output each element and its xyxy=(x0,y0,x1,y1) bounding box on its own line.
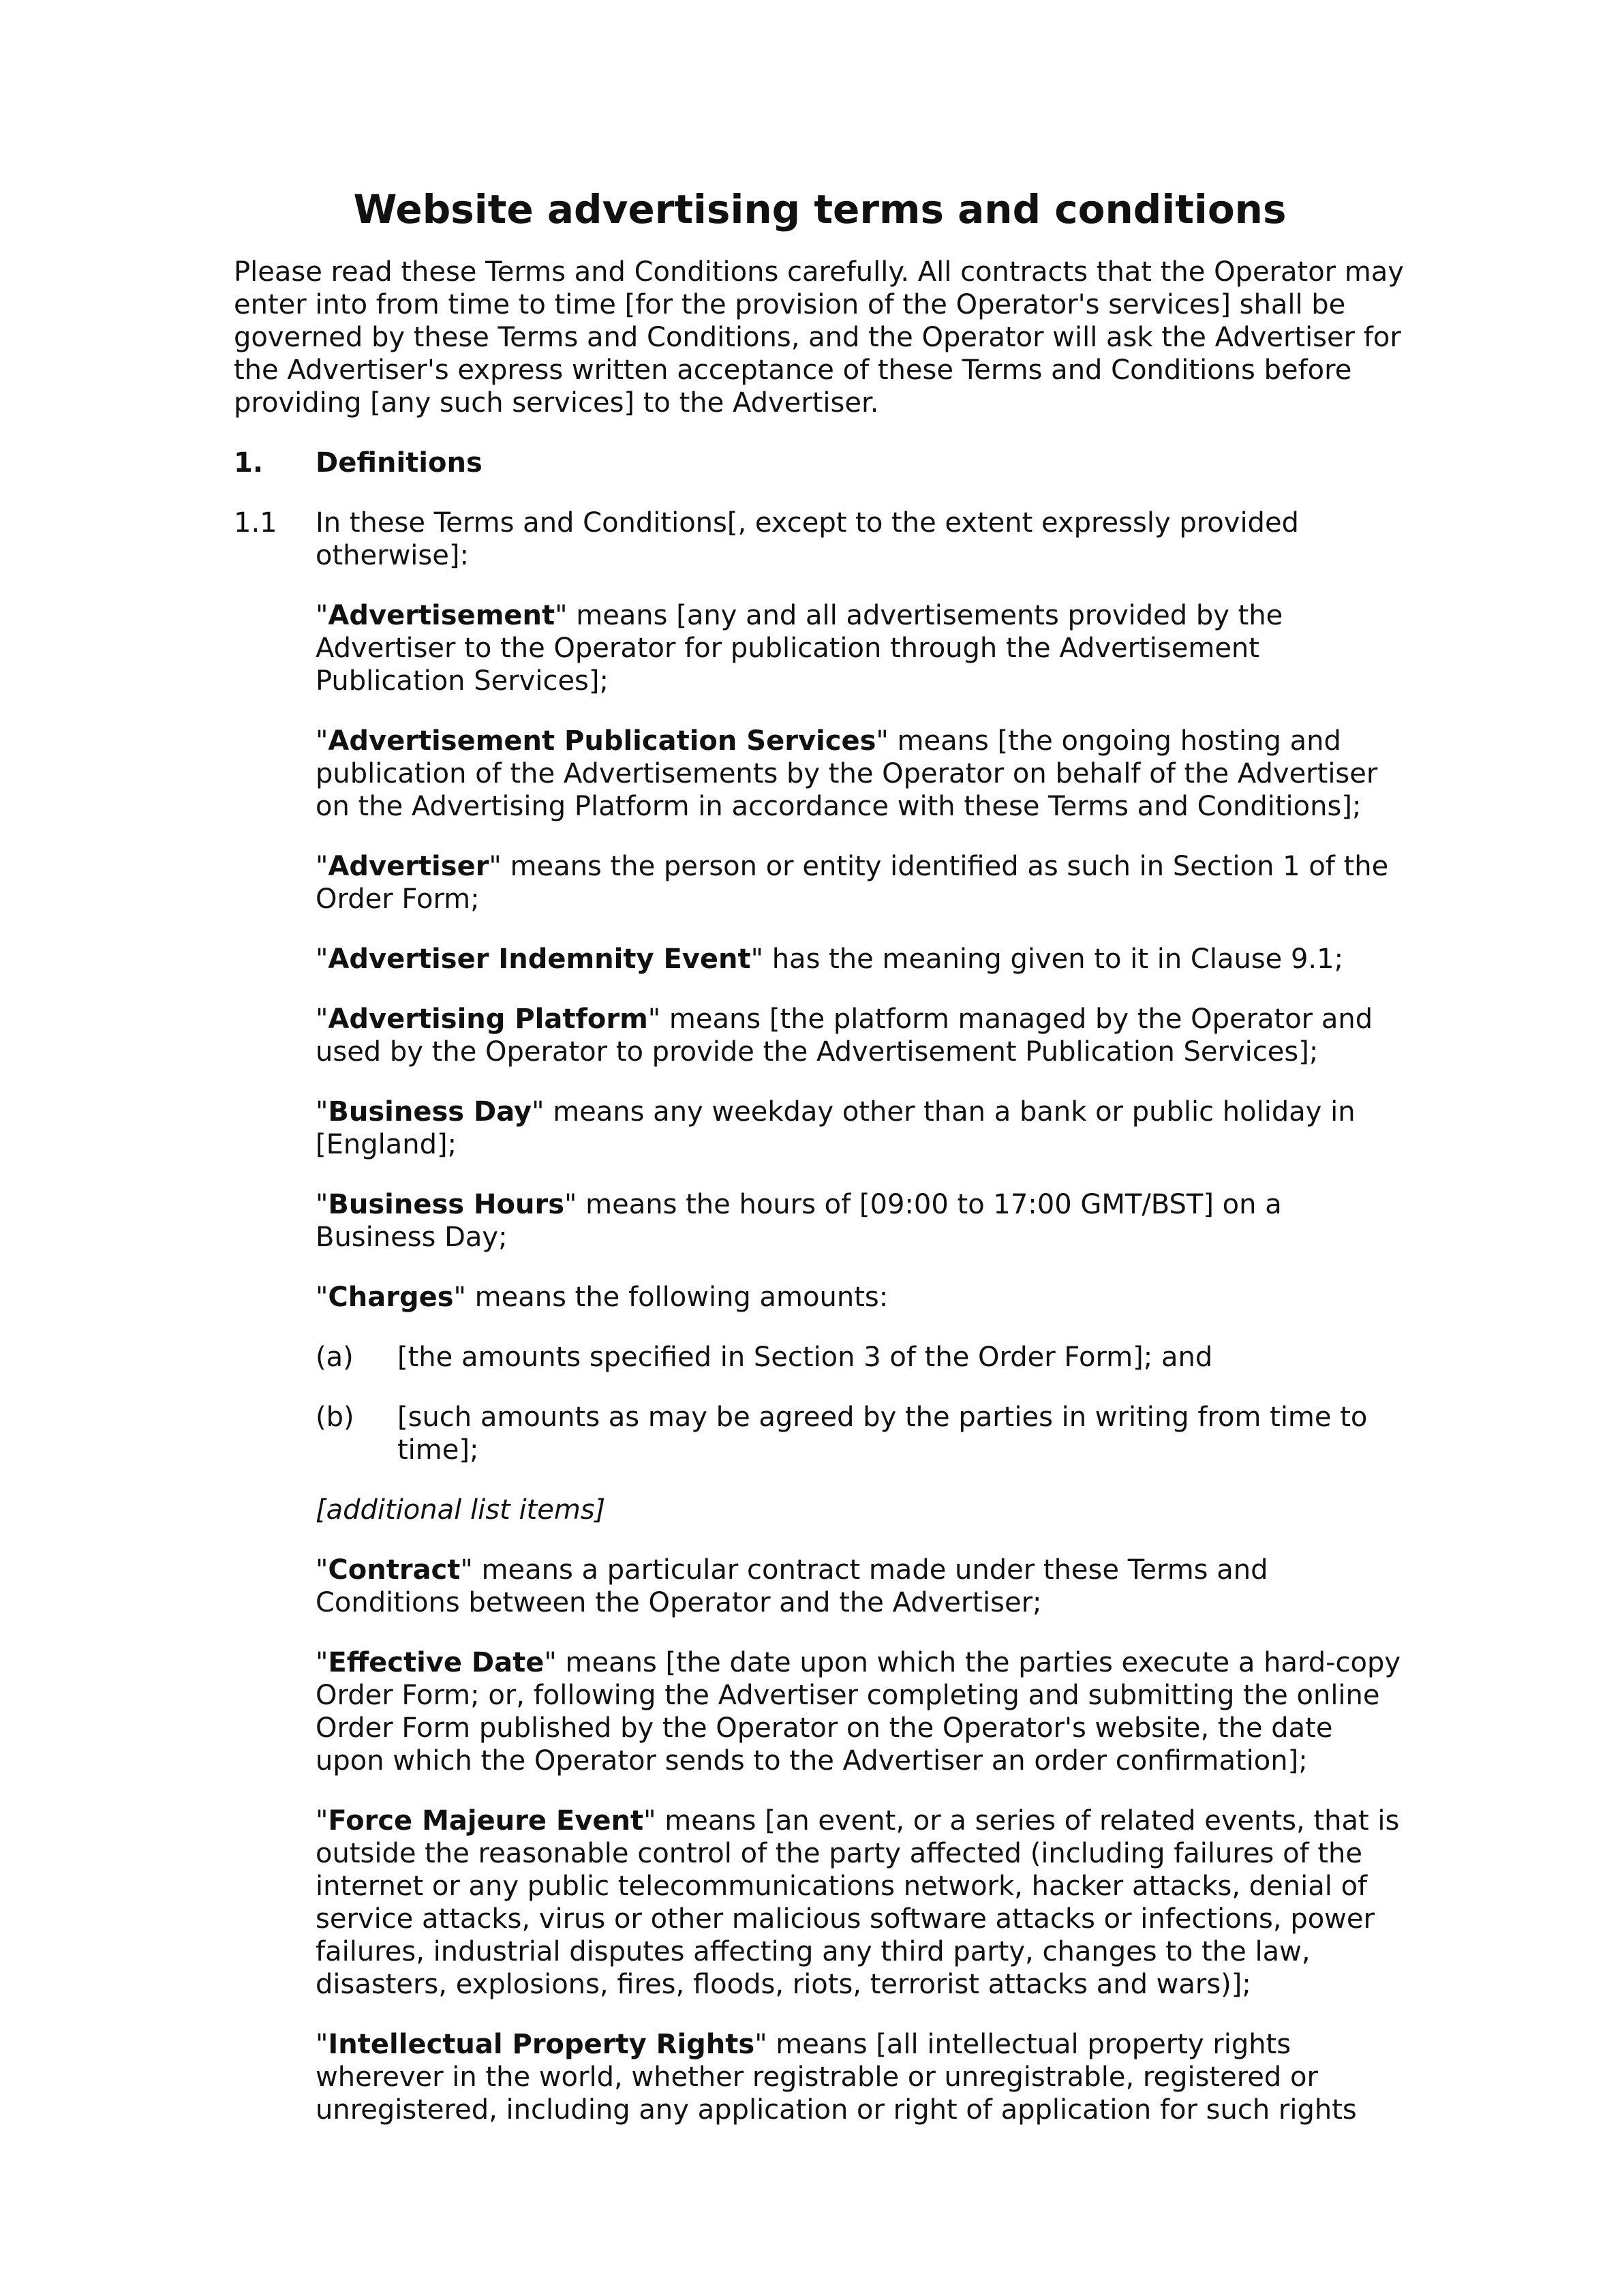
document-page xyxy=(234,184,1406,2154)
clause-number: 1.1 xyxy=(234,507,277,539)
section-heading-definitions xyxy=(234,447,1406,479)
definition-text: " means [all intellectual property rights wherever in the world, whether registrable or unregistrable, registered or unregistered, including any application or right of application for such rights xyxy=(316,2029,1357,2126)
definition-term: Intellectual Property Rights xyxy=(328,2029,755,2061)
definition-term: Force Majeure Event xyxy=(328,1805,644,1837)
charges-list xyxy=(234,1341,1406,1466)
charges-item xyxy=(316,1341,1406,1374)
definition-advertisement-publication-services: "Advertisement Publication Services" means [the ongoing hosting and publication of the Advertisements by the Operator on behalf of the Advertiser on the Advertising Platform in accordance with these Terms and Conditions]; xyxy=(316,725,1378,823)
definition-force-majeure-event: "Force Majeure Event" means [an event, or a series of related events, that is outside the reasonable control of the party affected (including failures of the internet or any public telecommunications network, hacker attacks, denial of service attacks, virus or other malicious software attacks or infections, power failures, industrial disputes affecting any third party, changes to the law, disasters, explosions, fires, floods, riots, terrorist attacks and wars)]; xyxy=(316,1805,1400,2001)
clause-1-1 xyxy=(234,507,1406,572)
definition-text: " means the hours of [09:00 to 17:00 GMT/BST] on a Business Day; xyxy=(316,1189,1282,1254)
clause-text: In these Terms and Conditions[, except to the extent expressly provided otherwise]: xyxy=(316,507,1299,572)
definition-term: Charges xyxy=(328,1282,454,1314)
definition-term: Advertisement xyxy=(328,600,555,632)
definition-business-day: "Business Day" means any weekday other than a bank or public holiday in [England]; xyxy=(316,1096,1356,1161)
charges-item-letter: (a) xyxy=(316,1342,354,1374)
definitions-list-1 xyxy=(234,599,1406,1314)
definition-effective-date: "Effective Date" means [the date upon which the parties execute a hard-copy Order Form; or, following the Advertiser completing and submitting the online Order Form published by the Operator on the Operator's website, the date upon which the Operator sends to the Advertiser an order confirmation]; xyxy=(316,1647,1401,1777)
definition-business-hours: "Business Hours" means the hours of [09:00 to 17:00 GMT/BST] on a Business Day; xyxy=(316,1189,1282,1254)
definition-term: Advertiser Indemnity Event xyxy=(328,943,751,976)
definition-term: Contract xyxy=(328,1554,461,1586)
charges-item xyxy=(316,1401,1406,1466)
intro-paragraph: Please read these Terms and Conditions carefully. All contracts that the Operator may enter into from time to time [for the provision of the Operator's services] shall be governed by these Terms and Conditions, and the Operator will ask the Advertiser for the Advertiser's express written acceptance of these Terms and Conditions before providing [any such services] to the Advertiser. xyxy=(234,256,1404,419)
definition-text: " means [an event, or a series of related events, that is outside the reasonable control of the party affected (including failures of the internet or any public telecommunications network, hacker attacks, denial of service attacks, virus or other malicious software attacks or infections, power failures, industrial disputes affecting any third party, changes to the law, disasters, explosions, fires, floods, riots, terrorist attacks and wars)]; xyxy=(316,1805,1400,2001)
definition-text: " means [the date upon which the parties execute a hard-copy Order Form; or, following the Advertiser completing and submitting the online Order Form published by the Operator on the Operator's website, the date upon which the Operator sends to the Advertiser an order confirmation]; xyxy=(316,1647,1401,1777)
section-title: Definitions xyxy=(316,447,483,479)
definition-text: " means [any and all advertisements provided by the Advertiser to the Operator for publication through the Advertisement Publication Services]; xyxy=(316,600,1283,697)
charges-item-text: [such amounts as may be agreed by the parties in writing from time to time]; xyxy=(397,1402,1368,1466)
definition-term: Business Hours xyxy=(328,1189,565,1221)
definition-charges: "Charges" means the following amounts: xyxy=(316,1282,889,1314)
definition-term: Effective Date xyxy=(328,1647,545,1679)
definition-advertiser: "Advertiser" means the person or entity identified as such in Section 1 of the Order Form; xyxy=(316,851,1389,916)
charges-item-text: [the amounts specified in Section 3 of the Order Form]; and xyxy=(397,1342,1213,1374)
definitions-list-2 xyxy=(234,1554,1406,2126)
definition-advertiser-indemnity-event: "Advertiser Indemnity Event" has the meaning given to it in Clause 9.1; xyxy=(316,943,1344,976)
definition-intellectual-property-rights: "Intellectual Property Rights" means [all intellectual property rights wherever in the world, whether registrable or unregistrable, registered or unregistered, including any application or right of application for such rights xyxy=(316,2029,1357,2126)
definition-advertisement: "Advertisement" means [any and all advertisements provided by the Advertiser to the Operator for publication through the Advertisement Publication Services]; xyxy=(316,600,1283,697)
definition-text: " means any weekday other than a bank or public holiday in [England]; xyxy=(316,1096,1356,1161)
document-title: Website advertising terms and conditions xyxy=(353,186,1287,232)
definition-advertising-platform: "Advertising Platform" means [the platform managed by the Operator and used by the Operator to provide the Advertisement Publication Services]; xyxy=(316,1003,1373,1068)
definition-contract: "Contract" means a particular contract made under these Terms and Conditions between the Operator and the Advertiser; xyxy=(316,1554,1268,1619)
definition-text: " means [the ongoing hosting and publication of the Advertisements by the Operator on behalf of the Advertiser on the Advertising Platform in accordance with these Terms and Conditions]; xyxy=(316,725,1378,823)
definition-text: " means a particular contract made under these Terms and Conditions between the Operator and the Advertiser; xyxy=(316,1554,1268,1619)
definition-term: Advertisement Publication Services xyxy=(328,725,876,757)
additional-list-items-note: [additional list items] xyxy=(316,1494,606,1526)
charges-item-letter: (b) xyxy=(316,1402,354,1434)
definition-text: " has the meaning given to it in Clause 9.1; xyxy=(750,943,1344,976)
definition-text: " means [the platform managed by the Operator and used by the Operator to provide the Advertisement Publication Services]; xyxy=(316,1003,1373,1068)
section-number: 1. xyxy=(234,447,264,479)
definition-term: Business Day xyxy=(328,1096,532,1128)
definition-term: Advertising Platform xyxy=(328,1003,648,1036)
definition-text: " means the person or entity identified as such in Section 1 of the Order Form; xyxy=(316,851,1389,916)
definition-text: " means the following amounts: xyxy=(453,1282,889,1314)
definition-term: Advertiser xyxy=(328,851,489,883)
